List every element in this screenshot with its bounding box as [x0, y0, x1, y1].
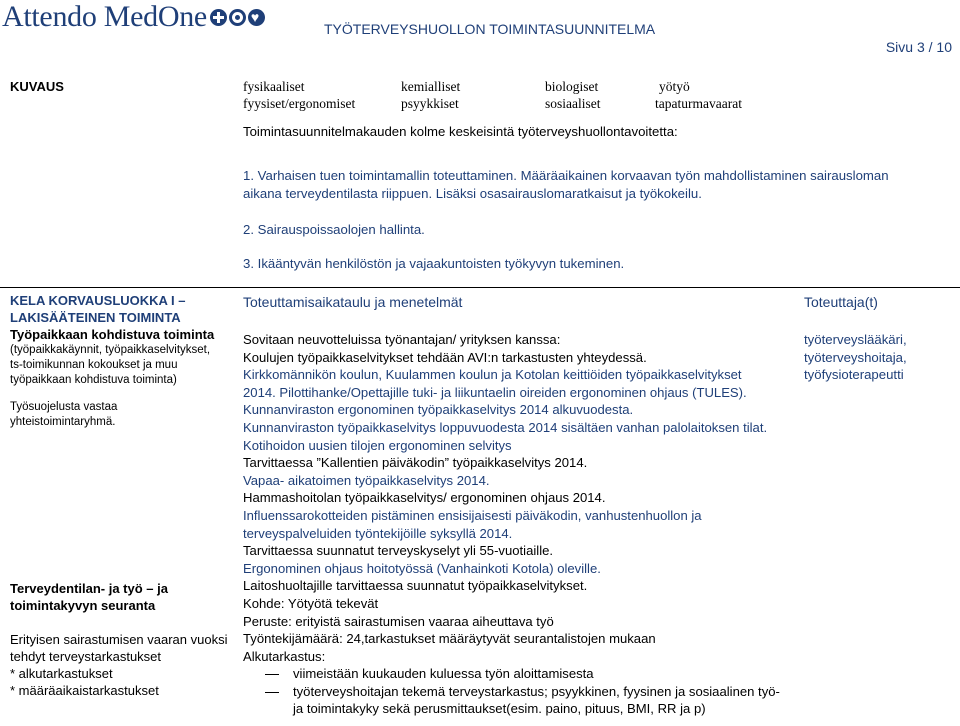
method-line: Kunnanviraston työpaikkaselvitys loppuvuodesta 2014 sisältäen vanhan palolaitoksen tilat. — [243, 419, 768, 435]
goal-1-line-2: aikana terveydentilasta riippuen. Lisäksi osasairauslomaratkaisut ja työkokeilu. — [243, 186, 702, 201]
section-2-title-line-1: Terveydentilan- ja työ – ja — [10, 581, 168, 596]
goal-2: 2. Sairauspoissaolojen hallinta. — [243, 222, 425, 237]
section-1-detail-2: ts-toimikunnan kokoukset ja muu — [10, 359, 178, 371]
method-line: 2014. Pilottihanke/Opettajille tuki- ja liikuntaelin oireiden ergonominen ohjaus (TULES). — [243, 384, 747, 400]
section-1-note-2: yhteistoimintaryhmä. — [10, 416, 116, 428]
category-column — [10, 292, 232, 699]
method-line: Tarvittaessa suunnatut terveyskyselyt yli 55-vuotiaille. — [243, 543, 554, 559]
goal-3: 3. Ikääntyvän henkilöstön ja vajaakuntoisten työkyvyn tukeminen. — [243, 256, 625, 271]
factor-yotyo: yötyö — [659, 79, 690, 94]
section-2-line-4: * määräaikaistarkastukset — [10, 683, 159, 698]
factor-biologiset: biologiset — [545, 79, 599, 94]
method-line: Alkutarkastus: — [243, 648, 326, 664]
method-line: Influenssarokotteiden pistäminen ensisijaisesti päiväkodin, vanhustenhuollon ja — [243, 507, 702, 523]
method-line: Kohde: Yötyötä tekevät — [243, 595, 379, 611]
method-line: Koulujen työpaikkaselvitykset tehdään AVI:n tarkastusten yhteydessä. — [243, 349, 647, 365]
method-line: Kunnanviraston ergonominen työpaikkaselvitys 2014 alkuvuodesta. — [243, 402, 634, 418]
column-spacer — [10, 430, 232, 580]
section-1-title-line-2: LAKISÄÄTEINEN TOIMINTA — [10, 310, 181, 325]
plus-icon — [210, 9, 227, 26]
methods-header: Toteuttamisaikataulu ja menetelmät — [243, 294, 463, 310]
bullet-continuation: ja toimintakyky sekä perusmittaukset(esim. paino, pituus, BMI, RR ja p) — [293, 701, 706, 717]
method-line: Vapaa- aikatoimen työpaikkaselvitys 2014. — [243, 472, 490, 488]
method-line: Kirkkomännikön koulun, Kuulammen koulun ja Kotolan keittiöiden työpaikkaselvitykset — [243, 367, 742, 383]
method-line: Sovitaan neuvotteluissa työnantajan/ yrityksen kanssa: — [243, 332, 561, 347]
logo-marks — [210, 9, 267, 26]
section-1-note-1: Työsuojelusta vastaa — [10, 401, 118, 413]
performer: työterveyshoitaja, — [804, 349, 907, 365]
section-2-title-line-2: toimintakyvyn seuranta — [10, 598, 156, 613]
factor-tapaturmavaarat: tapaturmavaarat — [655, 96, 742, 111]
goal-1-line-1: 1. Varhaisen tuen toimintamallin toteuttaminen. Määräaikainen korvaavan työn mahdollistaminen sairausloman — [243, 168, 889, 183]
bullet-item: työterveyshoitajan tekemä terveystarkastus; psyykkinen, fyysinen ja sosiaalinen työ- — [243, 683, 803, 701]
section-1-title-line-1: KELA KORVAUSLUOKKA I – — [10, 293, 186, 308]
performer: työfysioterapeutti — [804, 367, 904, 383]
factor-kemialliset: kemialliset — [401, 79, 461, 94]
goals-intro: Toimintasuunnitelmakauden kolme keskeisintä työterveyshuollontavoitetta: — [243, 124, 678, 139]
section-1-detail-3: työpaikkaan kohdistuva toiminta) — [10, 374, 177, 386]
factor-psyykkiset: psyykkiset — [401, 96, 459, 111]
section-2-line-2: tehdyt terveystarkastukset — [10, 649, 162, 664]
performers-column — [804, 331, 954, 384]
method-line: Kotihoidon uusien tilojen ergonominen selvitys — [243, 437, 512, 453]
methods-column — [243, 331, 803, 718]
performer: työterveyslääkäri, — [804, 332, 907, 347]
section-2-line-1: Erityisen sairastumisen vaaran vuoksi — [10, 632, 228, 647]
page-header — [0, 0, 960, 42]
logo-text: Attendo MedOne — [2, 0, 207, 33]
performers-header: Toteuttaja(t) — [804, 294, 878, 310]
section-1-subtitle: Työpaikkaan kohdistuva toiminta — [10, 327, 215, 342]
table-divider — [0, 287, 960, 288]
section-2-line-3: * alkutarkastukset — [10, 666, 113, 681]
page-number: Sivu 3 / 10 — [885, 39, 952, 55]
factor-fyysiset: fyysiset/ergonomiset — [243, 96, 356, 111]
method-line: Peruste: erityistä sairastumisen vaaraa aiheuttava työ — [243, 613, 554, 629]
method-line: Laitoshuoltajille tarvittaessa suunnatut työpaikkaselvitykset. — [243, 578, 588, 594]
method-line: Työntekijämäärä: 24,tarkastukset määräytyvät seurantalistojen mukaan — [243, 631, 656, 647]
factor-fysikaaliset: fysikaaliset — [243, 79, 305, 94]
section-1-detail-1: (työpaikkakäynnit, työpaikkaselvitykset, — [10, 344, 211, 356]
method-line: Ergonominen ohjaus hoitotyössä (Vanhainkoti Kotola) oleville. — [243, 560, 601, 576]
company-logo — [2, 0, 267, 34]
method-line: Hammashoitolan työpaikkaselvitys/ ergonominen ohjaus 2014. — [243, 490, 606, 506]
bullet-item: viimeistään kuukauden kuluessa työn aloittamisesta — [243, 665, 803, 683]
ring-icon — [229, 9, 246, 26]
heart-icon — [248, 9, 265, 26]
kuvaus-label: KUVAUS — [10, 79, 64, 94]
method-line: terveyspalveluiden työntekijöille syksyllä 2014. — [243, 525, 513, 541]
method-line: Tarvittaessa ”Kallentien päiväkodin” työpaikkaselvitys 2014. — [243, 455, 588, 471]
factor-sosiaaliset: sosiaaliset — [545, 96, 601, 111]
document-title: TYÖTERVEYSHUOLLON TOIMINTASUUNNITELMA — [324, 21, 656, 37]
